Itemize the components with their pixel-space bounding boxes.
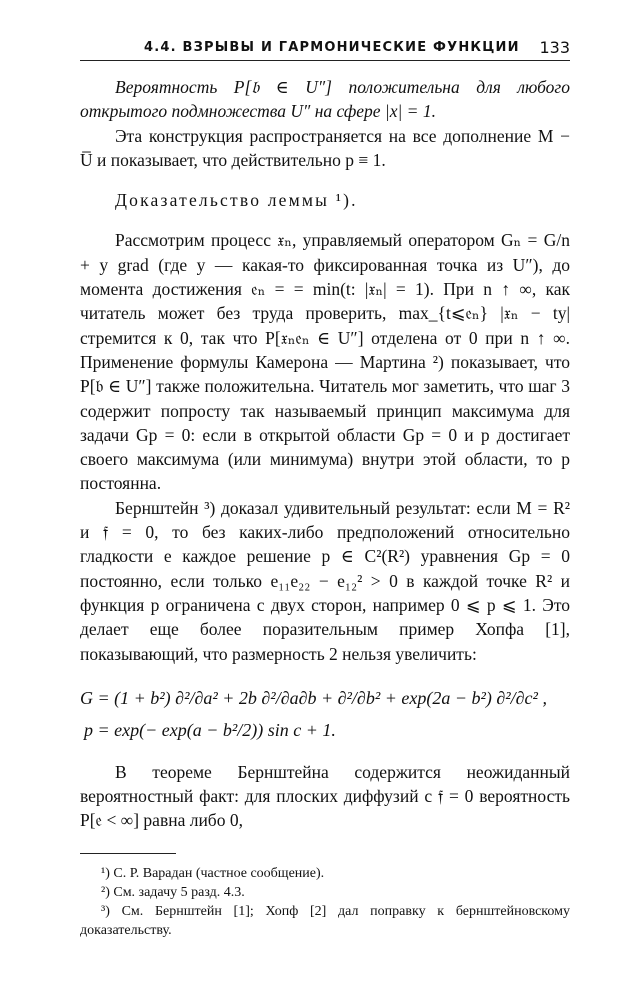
footnote-3: ³) См. Бернштейн [1]; Хопф [2] дал поправку к бернштейновскому доказательству. [80,903,570,938]
page-number: 133 [539,38,570,57]
footnote-1: ¹) С. Р. Варадан (частное сообщение). [101,865,325,881]
paragraph-construction: Эта конструкция распространяется на все дополнение M − U̅ и показывает, что действительно p ≡ 1. [80,125,570,170]
page-header [80,34,570,61]
running-title: 4.4. ВЗРЫВЫ И ГАРМОНИЧЕСКИЕ ФУНКЦИИ [144,40,520,55]
equation-function-p: p = exp(− exp(a − b²/2)) sin c + 1. [84,719,336,740]
paragraph-proof: Рассмотрим процесс 𝔵ₙ, управляемый оператором Gₙ = G/n + y grad (где y — какая-то фиксированная точка из U″), до момента достижения 𝔢ₙ = = min(t: |𝔵ₙ| = 1). При n ↑ ∞, как читатель может без труда проверить, max_{t⩽𝔢ₙ} |𝔵ₙ − ty| стремится к 0, так что P[𝔵ₙ𝔢ₙ ∈ U″] отделена от 0 при n ↑ ∞. Применение формулы Камерона — Мартина ²) показывает, что P[𝔟 ∈ U″] также положительна. Читатель мог заметить, что шаг 3 содержит попросту так называемый принцип максимума для задачи Gp = 0: если в открытой области Gp = 0 и p достигает своего максимума (или минимума) внутри этой области, то p постоянна. [80,230,570,494]
paragraph-probability-statement: Вероятность P[𝔟 ∈ U″] положительна для любого открытого подмножества U″ на сфере |x| = 1. [80,77,570,122]
footnote-separator [80,853,176,854]
display-equation [80,682,570,746]
footnotes [80,864,570,940]
paragraph-bernstein: Бернштейн ³) доказал удивительный результат: если M = R² и 𝔣 = 0, то без каких-либо предположений относительно гладкости e каждое решение p ∈ C²(R²) уравнения Gp = 0 постоянно, если только e₁₁e₂₂ − e₁₂² > 0 в каждой точке R² и функция p ограничена с двух сторон, например 0 ⩽ p ⩽ 1. Это делает еще более поразительным пример Хопфа [1], показывающий, что размерность 2 нельзя увеличить: [80,497,570,664]
lemma-proof-heading: Доказательство леммы ¹). [115,190,358,211]
main-text [80,75,570,833]
book-page [80,34,570,974]
footnote-2: ²) См. задачу 5 разд. 4.3. [101,884,245,900]
equation-operator-G: G = (1 + b²) ∂²/∂a² + 2b ∂²/∂a∂b + ∂²/∂b² + exp(2a − b²) ∂²/∂c² , [80,687,547,708]
paragraph-probabilistic-fact: В теореме Бернштейна содержится неожиданный вероятностный факт: для плоских диффузий с 𝔣 = 0 вероятность P[𝔢 < ∞] равна либо 0, [80,761,570,831]
